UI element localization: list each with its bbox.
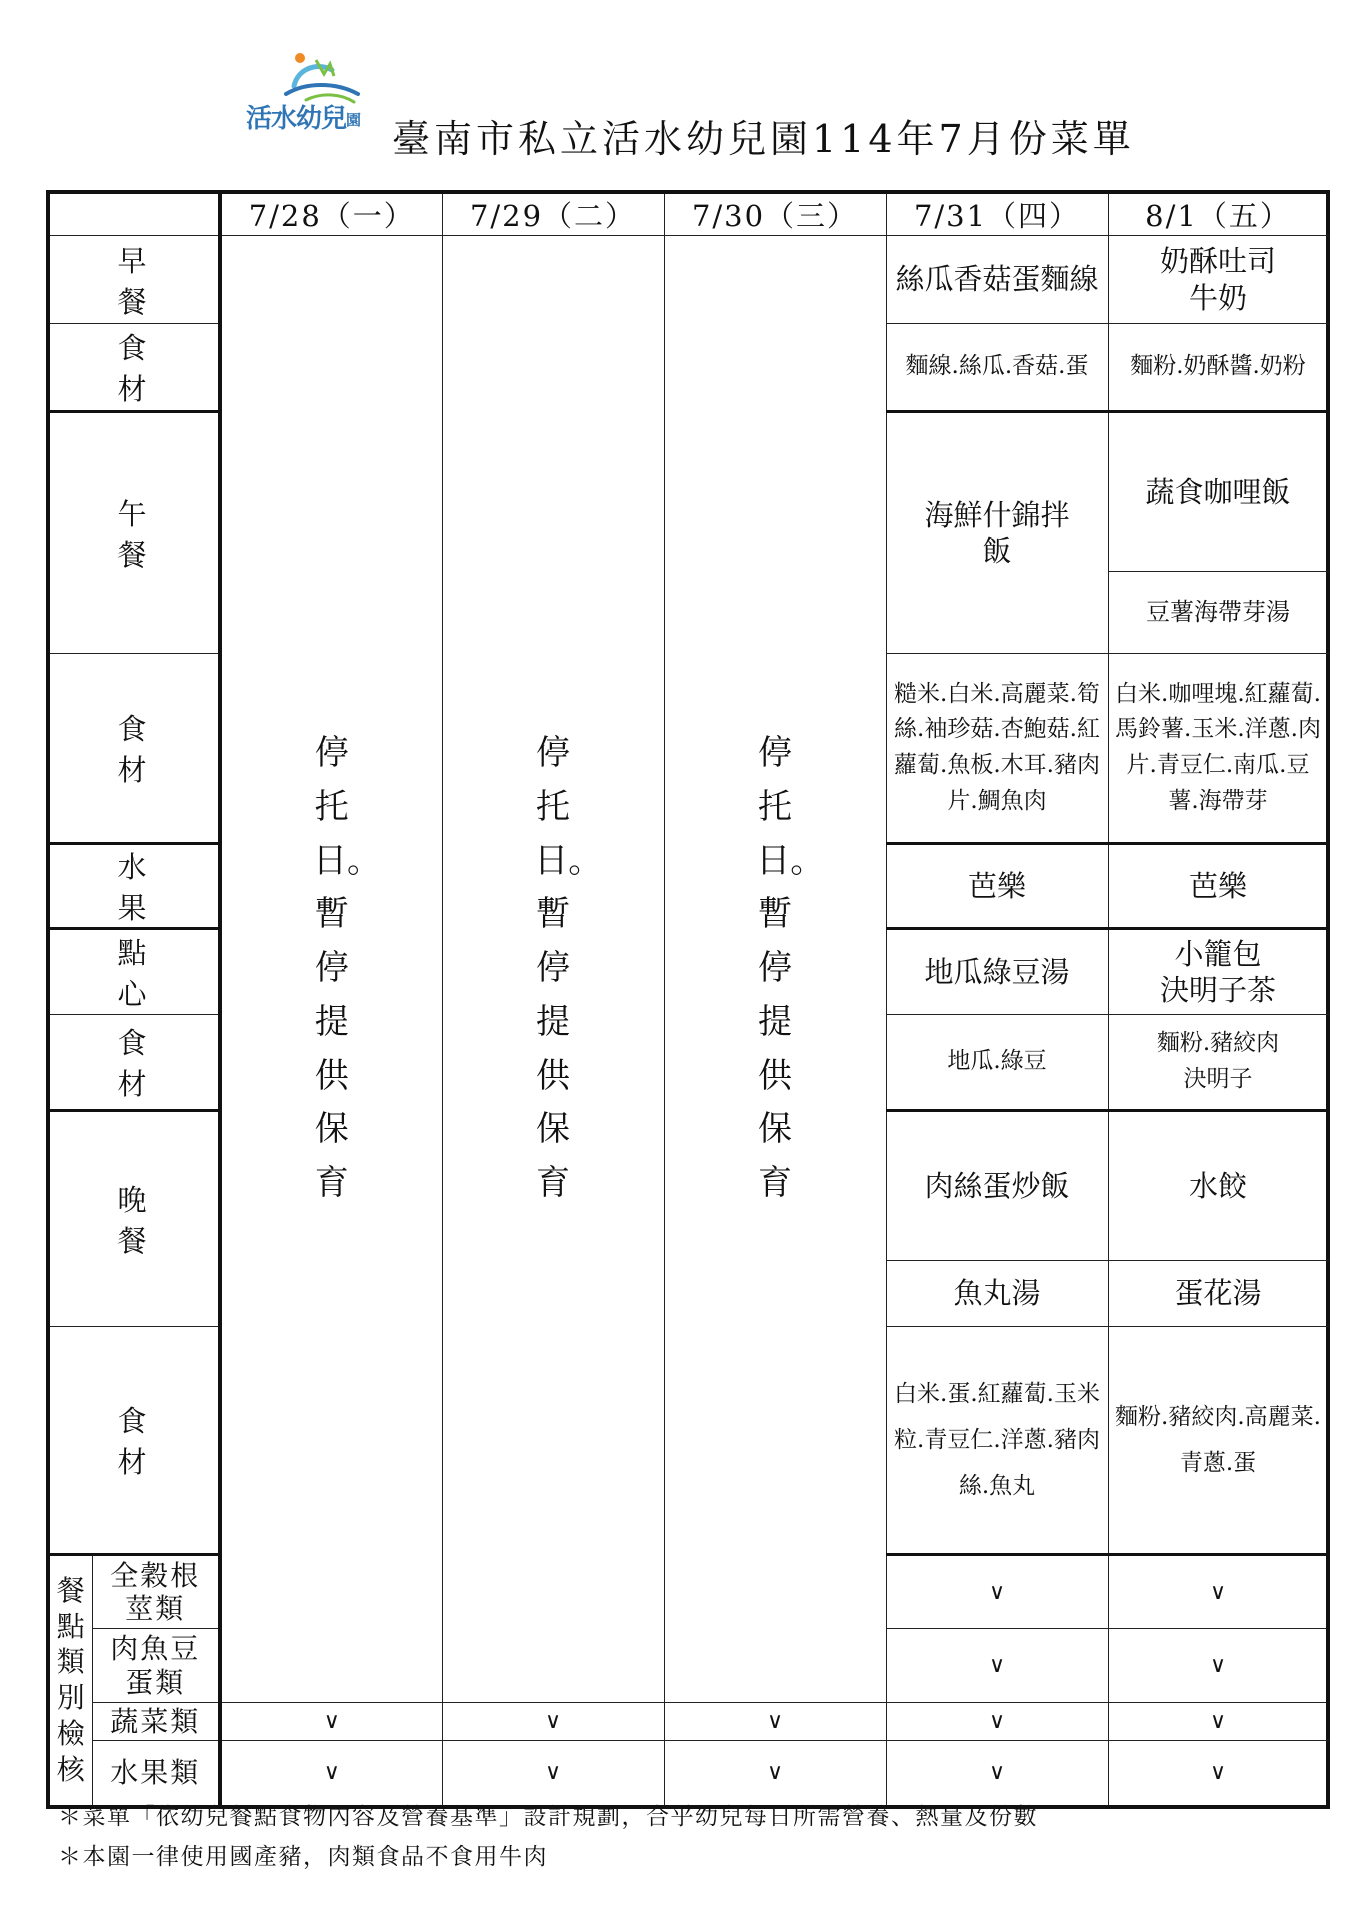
closed-day-cell: [664, 236, 886, 1703]
check-mark: ∨: [442, 1703, 664, 1741]
check-category: 全穀根莖類: [92, 1555, 220, 1629]
check-group-label: [48, 1555, 92, 1807]
thu-snack-ingredients: 地瓜.綠豆: [886, 1015, 1108, 1111]
thu-snack: 地瓜綠豆湯: [886, 929, 1108, 1015]
fri-snack: [1108, 929, 1328, 1015]
check-mark: ∨: [886, 1555, 1108, 1629]
page-title: 臺南市私立活水幼兒園114年7月份菜單: [392, 117, 1135, 161]
fri-fruit: 芭樂: [1108, 844, 1328, 929]
footnotes: [58, 1797, 1038, 1877]
fri-lunch-ingredients: 白米.咖哩塊.紅蘿蔔.馬鈴薯.玉米.洋蔥.肉片.青豆仁.南瓜.豆薯.海帶芽: [1108, 654, 1328, 844]
check-mark: ∨: [1108, 1555, 1328, 1629]
breakfast-row: [48, 236, 1328, 324]
date-header: 7/31（四）: [886, 192, 1108, 236]
date-header: 7/28（一）: [220, 192, 442, 236]
thu-breakfast: [886, 236, 1108, 324]
thu-dinner: 肉絲蛋炒飯: [886, 1111, 1108, 1261]
date-header: 7/30（三）: [664, 192, 886, 236]
date-header: 7/29（二）: [442, 192, 664, 236]
fruit-label: 水 果: [48, 844, 220, 929]
check-category: 水果類: [92, 1741, 220, 1807]
fri-lunch-soup: 豆薯海帶芽湯: [1108, 572, 1328, 654]
check-row: [48, 1703, 1328, 1741]
fri-dinner-ingredients: 麵粉.豬絞肉.高麗菜.青蔥.蛋: [1108, 1327, 1328, 1555]
fri-breakfast: [1108, 236, 1328, 324]
ingredients-label: 食 材: [48, 1327, 220, 1555]
fri-breakfast-ingredients: 麵粉.奶酥醬.奶粉: [1108, 324, 1328, 412]
meal-name: 決明子茶: [1159, 973, 1276, 1007]
weekly-menu-table: [46, 190, 1330, 1809]
thu-dinner-soup: 魚丸湯: [886, 1261, 1108, 1327]
check-mark: ∨: [1108, 1741, 1328, 1807]
ingredients-label: 食 材: [48, 654, 220, 844]
date-header: 8/1（五）: [1108, 192, 1328, 236]
corner-cell: [48, 192, 220, 236]
closed-day-cell: [220, 236, 442, 1703]
date-header-row: [48, 192, 1328, 236]
thu-breakfast-ingredients: 麵線.絲瓜.香菇.蛋: [886, 324, 1108, 412]
check-category: 蔬菜類: [92, 1703, 220, 1741]
check-mark: ∨: [886, 1703, 1108, 1741]
check-group-text: 餐點類別檢核: [56, 1573, 85, 1786]
meal-name: 絲瓜香菇蛋麵線: [895, 262, 1099, 297]
meal-name: 奶酥吐司: [1159, 244, 1276, 279]
thu-lunch-ingredients: 糙米.白米.高麗菜.筍絲.袖珍菇.杏鮑菇.紅蘿蔔.魚板.木耳.豬肉片.鯛魚肉: [886, 654, 1108, 844]
breakfast-label: 早 餐: [48, 236, 220, 324]
check-mark: ∨: [442, 1741, 664, 1807]
check-mark: ∨: [886, 1741, 1108, 1807]
ingredient-line: 決明子: [1183, 1066, 1253, 1092]
fri-dinner: 水餃: [1108, 1111, 1328, 1261]
closed-notice: 停托日。暫停提供保育: [756, 733, 825, 1204]
logo-name: 活水幼兒: [246, 104, 347, 134]
check-mark: ∨: [1108, 1629, 1328, 1703]
meal-name: 海鮮什錦拌飯: [924, 497, 1070, 568]
ingredient-line: 麵粉.豬絞肉: [1156, 1030, 1280, 1057]
footnote: ＊本園一律使用國產豬，肉類食品不食用牛肉: [58, 1844, 548, 1870]
meal-name: 小籠包: [1174, 936, 1262, 971]
fri-lunch: 蔬食咖哩飯: [1108, 412, 1328, 572]
closed-day-cell: [442, 236, 664, 1703]
check-mark: ∨: [220, 1741, 442, 1807]
closed-notice: 停托日。暫停提供保育: [313, 733, 382, 1204]
meal-name: 牛奶: [1188, 280, 1247, 315]
footnote: ＊菜單「依幼兒餐點食物內容及營養基準」設計規劃，合乎幼兒每日所需營養、熱量及份數: [58, 1804, 1038, 1830]
ingredients-label: 食 材: [48, 324, 220, 412]
snack-label: 點 心: [48, 929, 220, 1015]
lunch-label: 午 餐: [48, 412, 220, 654]
fri-dinner-soup: 蛋花湯: [1108, 1261, 1328, 1327]
thu-dinner-ingredients: 白米.蛋.紅蘿蔔.玉米粒.青豆仁.洋蔥.豬肉絲.魚丸: [886, 1327, 1108, 1555]
check-mark: ∨: [664, 1703, 886, 1741]
logo-name-suffix: 園: [346, 111, 361, 129]
closed-notice: 停托日。暫停提供保育: [534, 733, 603, 1204]
logo-text: [246, 98, 360, 135]
check-category: 肉魚豆蛋類: [92, 1629, 220, 1703]
ingredients-label: 食 材: [48, 1015, 220, 1111]
check-mark: ∨: [664, 1741, 886, 1807]
fri-snack-ingredients: [1108, 1015, 1328, 1111]
check-mark: ∨: [886, 1629, 1108, 1703]
thu-fruit: 芭樂: [886, 844, 1108, 929]
thu-lunch: [886, 412, 1108, 654]
kindergarten-logo: [246, 52, 382, 142]
dinner-label: 晚 餐: [48, 1111, 220, 1327]
check-mark: ∨: [220, 1703, 442, 1741]
check-mark: ∨: [1108, 1703, 1328, 1741]
